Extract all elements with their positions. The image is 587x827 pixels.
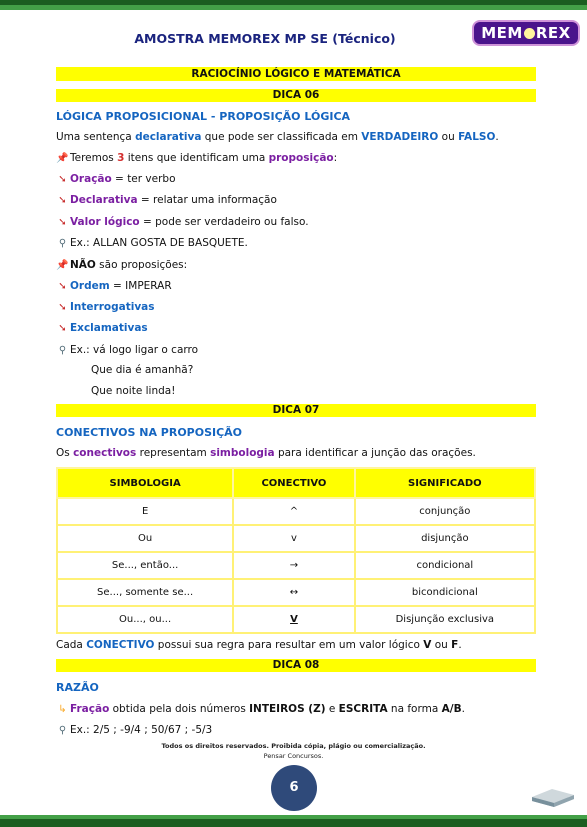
table-cell: conjunção bbox=[355, 498, 535, 525]
list-item: ➘ Oração = ter verbo bbox=[56, 173, 176, 185]
paragraph-ratio: ↳ Fração obtida pela dois números INTEIROS (Z) e ESCRITA na forma A/B. bbox=[56, 703, 465, 715]
magnifier-icon: ⚲ bbox=[58, 238, 67, 249]
column-header: SIMBOLOGIA bbox=[57, 468, 233, 498]
paragraph-connectives: Os conectivos representam simbologia para identificar a junção das orações. bbox=[56, 447, 476, 459]
table-cell: condicional bbox=[355, 552, 535, 579]
table-cell: E bbox=[57, 498, 233, 525]
list-item: ➘ Exclamativas bbox=[56, 322, 148, 334]
dica-06-heading: LÓGICA PROPOSICIONAL - PROPOSIÇÃO LÓGICA bbox=[56, 110, 351, 123]
table-cell: Ou bbox=[57, 525, 233, 552]
table-row bbox=[57, 579, 535, 606]
list-item: ➘ Declarativa = relatar uma informação bbox=[56, 194, 277, 206]
table-header-row bbox=[57, 468, 535, 498]
dica-07-heading: CONECTIVOS NA PROPOSIÇÃO bbox=[56, 426, 243, 439]
books-icon bbox=[530, 787, 576, 809]
footer-brand: Pensar Concursos. bbox=[263, 752, 324, 760]
arrow-icon: ➘ bbox=[58, 281, 67, 292]
table-cell: disjunção bbox=[355, 525, 535, 552]
table-cell: Se..., somente se... bbox=[57, 579, 233, 606]
paragraph-items: 📌Teremos 3 itens que identificam uma proposição: bbox=[56, 152, 338, 164]
not-propositions-line: 📌NÃO são proposições: bbox=[56, 259, 188, 271]
logo-text-left: MEM bbox=[481, 24, 523, 42]
table-cell: → bbox=[233, 552, 354, 579]
footer-rights: Todos os direitos reservados. Proibida cópia, plágio ou comercialização. bbox=[161, 742, 426, 750]
arrow-icon: ➘ bbox=[58, 217, 67, 228]
bottom-bar-dark bbox=[0, 819, 587, 827]
connectives-table bbox=[56, 467, 536, 634]
table-row bbox=[57, 525, 535, 552]
memorex-logo bbox=[472, 20, 580, 46]
example-line: Que noite linda! bbox=[91, 385, 176, 397]
list-item: ➘ Valor lógico = pode ser verdadeiro ou falso. bbox=[56, 216, 309, 228]
pushpin-icon: 📌 bbox=[56, 260, 69, 271]
table-cell: Ou..., ou... bbox=[57, 606, 233, 633]
table-cell: Se..., então... bbox=[57, 552, 233, 579]
table-row bbox=[57, 552, 535, 579]
table-cell: Disjunção exclusiva bbox=[355, 606, 535, 633]
magnifier-icon: ⚲ bbox=[58, 725, 67, 736]
table-cell: bicondicional bbox=[355, 579, 535, 606]
example-line: Que dia é amanhã? bbox=[91, 364, 194, 376]
dica-08-heading: RAZÃO bbox=[56, 681, 99, 694]
column-header: SIGNIFICADO bbox=[355, 468, 535, 498]
table-cell: ↔ bbox=[233, 579, 354, 606]
table-row bbox=[57, 606, 535, 633]
table-cell: ^ bbox=[233, 498, 354, 525]
subject-band: RACIOCÍNIO LÓGICO E MATEMÁTICA bbox=[56, 67, 536, 81]
paragraph-declarative: Uma sentença declarativa que pode ser classificada em VERDADEIRO ou FALSO. bbox=[56, 131, 499, 143]
dica-06-band: DICA 06 bbox=[56, 89, 536, 102]
list-item: ➘ Interrogativas bbox=[56, 301, 155, 313]
top-bar-green bbox=[0, 5, 587, 10]
pushpin-icon: 📌 bbox=[56, 153, 69, 164]
list-item: ➘ Ordem = IMPERAR bbox=[56, 280, 172, 292]
dica-07-band: DICA 07 bbox=[56, 404, 536, 417]
page-number: 6 bbox=[271, 765, 317, 811]
table-row bbox=[57, 498, 535, 525]
corner-arrow-icon: ↳ bbox=[58, 704, 67, 715]
column-header: CONECTIVO bbox=[233, 468, 354, 498]
example-line: ⚲ Ex.: ALLAN GOSTA DE BASQUETE. bbox=[56, 237, 248, 249]
magnifier-icon: ⚲ bbox=[58, 345, 67, 356]
lightbulb-icon bbox=[524, 28, 535, 39]
example-line: ⚲ Ex.: 2/5 ; -9/4 ; 50/67 ; -5/3 bbox=[56, 724, 212, 736]
table-cell: v bbox=[233, 525, 354, 552]
arrow-icon: ➘ bbox=[58, 302, 67, 313]
page-title: AMOSTRA MEMOREX MP SE (Técnico) bbox=[134, 31, 396, 46]
logo-text-right: REX bbox=[535, 24, 571, 42]
arrow-icon: ➘ bbox=[58, 323, 67, 334]
arrow-icon: ➘ bbox=[58, 174, 67, 185]
arrow-icon: ➘ bbox=[58, 195, 67, 206]
example-line: ⚲ Ex.: vá logo ligar o carro bbox=[56, 344, 198, 356]
dica-08-band: DICA 08 bbox=[56, 659, 536, 672]
table-cell: V bbox=[233, 606, 354, 633]
paragraph-connective-rule: Cada CONECTIVO possui sua regra para resultar em um valor lógico V ou F. bbox=[56, 639, 462, 651]
